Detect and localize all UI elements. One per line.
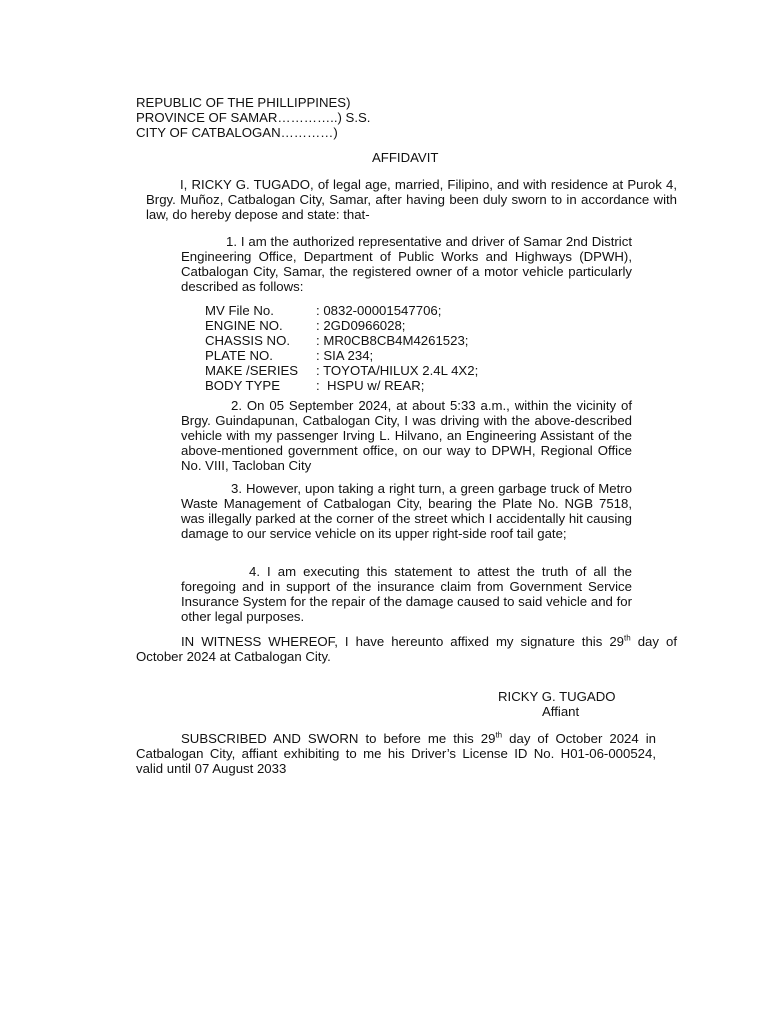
- vehicle-row-mv-file: [205, 303, 478, 318]
- witness-text-after: day of October 2024 at Catbalogan City.: [136, 634, 678, 664]
- vehicle-label: MAKE /SERIES: [205, 363, 299, 378]
- vehicle-value: : 0832-00001547706;: [316, 303, 442, 318]
- affiant-role: Affiant: [542, 704, 580, 719]
- intro-text: I, RICKY G. TUGADO, of legal age, married, Filipino, and with residence at Purok 4, Brgy. Muñoz, Catbalogan City, Samar, after having been duly sworn to in accordance with law, do hereby depose and state: that-: [146, 177, 677, 222]
- vehicle-details-table: [205, 303, 478, 393]
- caption-city: CITY OF CATBALOGAN…………): [136, 125, 338, 140]
- witness-text-before: IN WITNESS WHEREOF, I have hereunto affixed my signature this 29: [181, 634, 625, 649]
- vehicle-row-make: [205, 363, 478, 378]
- caption-republic: REPUBLIC OF THE PHILLIPPINES): [136, 95, 351, 110]
- vehicle-label: ENGINE NO.: [205, 318, 283, 333]
- paragraph-3: [181, 481, 632, 541]
- venue-caption: [136, 95, 370, 140]
- vehicle-label: CHASSIS NO.: [205, 333, 291, 348]
- signature-block: [498, 689, 638, 719]
- paragraph-4: [181, 564, 632, 624]
- vehicle-label: MV File No.: [205, 303, 274, 318]
- jurat-text-before: SUBSCRIBED AND SWORN to before me this 29: [181, 731, 496, 746]
- paragraph-1: [181, 234, 632, 294]
- vehicle-value: : SIA 234;: [316, 348, 374, 363]
- vehicle-row-engine: [205, 318, 478, 333]
- intro-paragraph: [146, 177, 677, 222]
- vehicle-value: : HSPU w/ REAR;: [316, 378, 425, 393]
- vehicle-value: : MR0CB8CB4M4261523;: [316, 333, 469, 348]
- vehicle-value: : TOYOTA/HILUX 2.4L 4X2;: [316, 363, 479, 378]
- jurat-text-after: day of October 2024 in Catbalogan City, affiant exhibiting to me his Driver’s License ID No. H01-06-000524, valid until 07 August 2033: [136, 731, 656, 776]
- vehicle-row-chassis: [205, 333, 478, 348]
- paragraph-2-text: 2. On 05 September 2024, at about 5:33 a.m., within the vicinity of Brgy. Guindapunan, Catbalogan City, I was driving with the above-described vehicle with my passenger Irving L. Hilvano, an Engineering Assistant of the above-mentioned government office, on our way to DPWH, Regional Office No. VIII, Tacloban City: [181, 398, 632, 473]
- vehicle-label: PLATE NO.: [205, 348, 273, 363]
- vehicle-row-plate: [205, 348, 478, 363]
- affiant-name: RICKY G. TUGADO: [498, 689, 616, 704]
- vehicle-value: : 2GD0966028;: [316, 318, 406, 333]
- jurat-ordinal: th: [495, 730, 503, 740]
- document-title: AFFIDAVIT: [372, 150, 439, 165]
- paragraph-1-text: 1. I am the authorized representative and driver of Samar 2nd District Engineering Office, Department of Public Works and Highways (DPWH), Catbalogan City, Samar, the registered owner of a motor vehicle particularly described as follows:: [181, 234, 632, 294]
- paragraph-3-text: 3. However, upon taking a right turn, a green garbage truck of Metro Waste Management of Catbalogan City, bearing the Plate No. NGB 7518, was illegally parked at the corner of the street which I accidentally hit causing damage to our service vehicle on its upper right-side roof tail gate;: [181, 481, 632, 541]
- jurat-clause: [136, 731, 656, 776]
- caption-province: PROVINCE OF SAMAR…………..) S.S.: [136, 110, 371, 125]
- paragraph-2: [181, 398, 632, 473]
- witness-clause: [136, 634, 677, 664]
- paragraph-4-text: 4. I am executing this statement to attest the truth of all the foregoing and in support of the insurance claim from Government Service Insurance System for the repair of the damage caused to said vehicle and for other legal purposes.: [181, 564, 632, 624]
- vehicle-row-body: [205, 378, 478, 393]
- vehicle-label: BODY TYPE: [205, 378, 281, 393]
- witness-ordinal: th: [624, 633, 631, 643]
